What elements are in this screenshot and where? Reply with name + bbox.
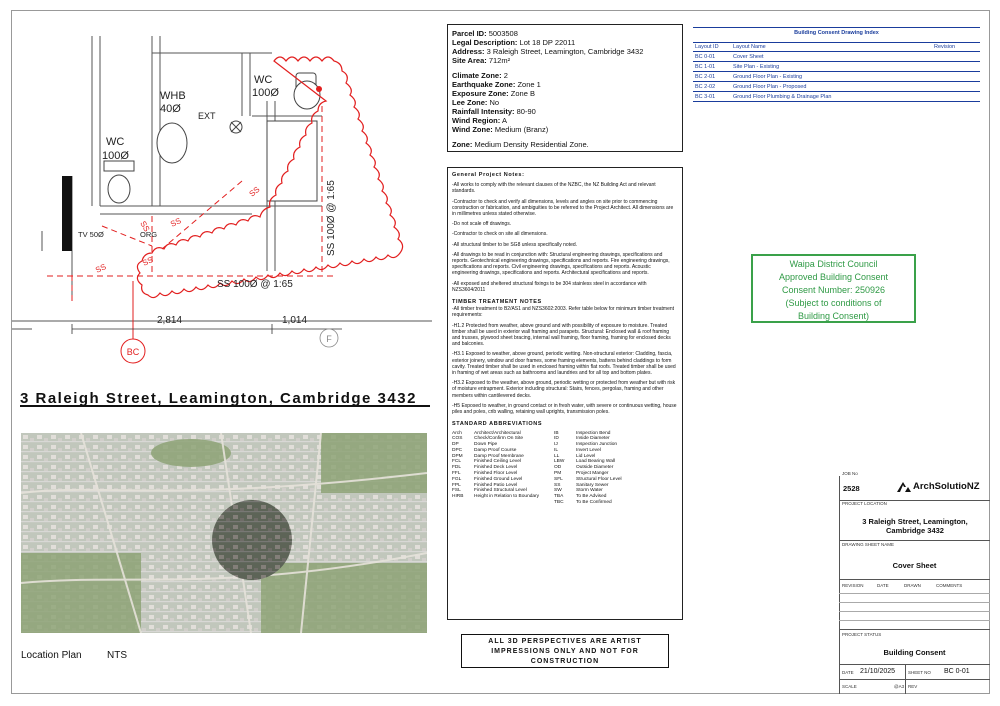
abbr-cell: Sanitary Sewer xyxy=(576,482,609,488)
abbr-cell: FCL xyxy=(452,459,462,465)
drawing-index-title: Building Consent Drawing Index xyxy=(693,27,980,42)
timber-note: -H1.2 Protected from weather, above ground and with possibility of exposure to moisture. Treated timber shall be used in exterior wall framing and parapets. Structural: Enclosed wall & roof framing and trusses, plywood sheet bracing, internal wall framing, floor framing, framing for enclosed decks and balconies. xyxy=(452,322,671,348)
abbr-cell: DPM xyxy=(452,453,463,459)
rainfall-intensity: 80-90 xyxy=(516,107,536,116)
abbr-cell: Arch xyxy=(452,430,462,436)
abbr-cell: Lid Level xyxy=(576,453,596,459)
abbr-cell: DPC xyxy=(452,447,463,453)
abbr-cell: TBC xyxy=(554,500,564,506)
timber-heading: TIMBER TREATMENT NOTES xyxy=(452,299,542,306)
abbr-cell: To Be Advised xyxy=(576,494,607,500)
room-wc-2-label: WC xyxy=(254,74,273,86)
abbr-cell: LBW xyxy=(554,459,565,465)
note-item: -Contractor to check on site all dimensions. xyxy=(452,231,548,238)
dimension-1: 2,814 xyxy=(157,315,183,326)
abbr-cell: Inspection Bend xyxy=(576,430,611,436)
location-aerial-map xyxy=(21,433,427,633)
climate-zone: 2 xyxy=(503,71,508,80)
abbr-cell: SW xyxy=(554,488,562,494)
timber-note: -H3.2 Exposed to the weather, above ground, periodic wetting or protected from weather but with risk of moisture entrapment. Exterior including structural: Stairs, fences, pergolas, framing and other members within cantilevered decks. xyxy=(452,380,676,399)
abbr-cell: IL xyxy=(554,447,559,453)
parcel-id: 5003508 xyxy=(488,29,518,38)
consent-stamp: Waipa District Council Approved Building Consent Consent Number: 250926 (Subject to conditions of Building Consent) xyxy=(751,254,916,323)
logo-icon xyxy=(897,482,911,492)
location-plan-label: Location Plan xyxy=(21,650,82,661)
abbr-cell: Storm Water xyxy=(576,488,603,494)
abbr-cell: OD xyxy=(554,465,562,471)
job-number: 2528 xyxy=(843,484,860,493)
abbr-cell xyxy=(452,500,470,506)
general-notes-box xyxy=(447,167,683,620)
abbr-cell: TBA xyxy=(554,494,564,500)
abbr-cell: SFL xyxy=(554,476,563,482)
company-logo xyxy=(897,481,980,492)
table-row: BC 1-01 Site Plan - Existing xyxy=(693,62,980,72)
planning-zone: Medium Density Residential Zone. xyxy=(474,140,589,149)
abbr-cell: IB xyxy=(554,430,559,436)
ss-tag-2: SS xyxy=(169,216,183,229)
ss-vertical-label: SS 100Ø @ 1:65 xyxy=(326,180,337,256)
ss-tag-3: SS xyxy=(247,184,262,199)
abbr-cell: LL xyxy=(554,453,560,459)
abbr-cell: FSL xyxy=(452,488,461,494)
table-row: BC 2-02 Ground Floor Plan - Proposed xyxy=(693,82,980,92)
abbr-cell: COS xyxy=(452,436,463,442)
title-block: JOB No 2528 ArchSolutioNZ PROJECT LOCATION 3 Raleigh Street, Leamington, Cambridge 3432 DRAWING SHEET NAME Cover Sheet REVISION DATE DRAWN COMMENTS PROJECT STATUS Building Consent DATE 21/10/2025 SHEET NO BC 0-01 SCALE @A3 REV xyxy=(839,476,990,694)
abbr-cell: Invert Level xyxy=(576,447,601,453)
earthquake-zone: Zone 1 xyxy=(517,80,541,89)
abbr-cell: SS xyxy=(554,482,561,488)
org-label: ORG xyxy=(140,230,158,239)
abbr-cell: Architect/Architectural xyxy=(474,430,521,436)
marker-f-label: F xyxy=(326,334,332,344)
site-area: 712m² xyxy=(488,56,511,65)
title-underline xyxy=(20,405,430,407)
abbr-cell: Structural Floor Level xyxy=(576,476,622,482)
wall-section-fill xyxy=(62,176,72,251)
abbr-cell: Finished Structural Level xyxy=(474,488,527,494)
toilet-fixture-2 xyxy=(294,81,320,109)
sheet-number: BC 0-01 xyxy=(944,668,970,675)
col-layout-id: Layout ID xyxy=(693,43,731,52)
abbr-cell: PM xyxy=(554,471,562,477)
table-row: BC 0-01 Cover Sheet xyxy=(693,52,980,62)
ss-horizontal-label: SS 100Ø @ 1:65 xyxy=(217,279,293,290)
abbr-cell: To Be Confirmed xyxy=(576,500,612,506)
abbr-cell: Down Pipe xyxy=(474,442,498,448)
abbr-cell: DP xyxy=(452,442,459,448)
abbr-cell: Project Manger xyxy=(576,471,609,477)
abbreviations-heading: STANDARD ABBREVIATIONS xyxy=(452,421,543,428)
abbr-cell: FPL xyxy=(452,482,461,488)
abbr-cell: Outside Diameter xyxy=(576,465,614,471)
note-item: -Contractor to check and verify all dimensions, levels and angles on site prior to commencing construction or fabrication, and ambiguities to be referred to the Project Architect. All dimensions are in millimetres unless stated otherwise. xyxy=(452,198,674,218)
note-item: -All works to comply with the relevant clauses of the NZBC, the NZ Building Act and relevant standards. xyxy=(452,182,656,195)
company-name: ArchSolutioNZ xyxy=(913,481,980,492)
abbr-cell: Check/Confirm On Site xyxy=(474,436,524,442)
scale-value: @A3 xyxy=(894,684,905,689)
timber-note: -H3.1 Exposed to weather, above ground, periodic wetting. Non-structural exterior: Cladding, fascia, exterior joinery, window and door frames, some framing elements, battens behind claddings to form cavity. Treated timber shall be used in enclosed framing within flat roofs. Treated timber shall be used in framing of wet areas such as bathrooms and laundries and for all top and bottom plates. xyxy=(452,351,676,377)
abbr-cell: Damp Proof Membrane xyxy=(474,453,524,459)
table-row: BC 2-01 Ground Floor Plan - Existing xyxy=(693,72,980,82)
ss-tag-4: SS xyxy=(94,262,108,275)
abbr-cell: Finished Floor Level xyxy=(474,471,518,477)
date-value: 21/10/2025 xyxy=(860,668,896,675)
abbr-cell: HIRB xyxy=(452,494,464,500)
col-revision: Revision xyxy=(932,43,980,52)
exposure-zone: Zone B xyxy=(510,89,535,98)
abbr-cell: FFL xyxy=(452,471,461,477)
basin-fixture xyxy=(157,123,187,163)
room-wc-2-size: 100Ø xyxy=(252,87,279,99)
abbr-cell: Finished Deck Level xyxy=(474,465,518,471)
parcel-address: 3 Raleigh Street, Leamington, Cambridge 3432 xyxy=(486,47,644,56)
drawing-index xyxy=(693,27,980,102)
abbr-cell: Inspection Junction xyxy=(576,442,618,448)
note-item: -All exposed and sheltered structural fixings to be 304 stainless steel in accordance with NZS3604/2011 xyxy=(452,280,647,293)
room-wc-1-size: 100Ø xyxy=(102,150,129,162)
wind-zone: Medium (Branz) xyxy=(494,125,549,134)
note-item: -All structural timber to be SG8 unless specifically noted. xyxy=(452,241,578,248)
abbr-cell: FGL xyxy=(452,476,462,482)
note-item: -Do not scale off drawings. xyxy=(452,221,512,228)
parcel-info-box: Parcel ID: 5003508 Legal Description: Lot 18 DP 22011 Address: 3 Raleigh Street, Leamington, Cambridge 3432 Site Area: 712m² Climate Zone: 2 Earthquake Zone: Zone 1 Exposure Zone: Zone B Lee Zone: No Rainfall Intensity: 80-90 Wind Region: A Wind Zone: Medium (Branz) Zone: Medium Density Residential Zone. xyxy=(447,24,683,152)
timber-note: -All timber treatment to B2/AS1 and NZS3602:2003. Refer table below for minimum timber treatment requirements: xyxy=(452,306,675,319)
tv-label: TV 50Ø xyxy=(78,230,104,239)
toilet-fixture-1 xyxy=(108,175,130,203)
notes-heading: General Project Notes: xyxy=(452,172,525,178)
room-wc-1-label: WC xyxy=(106,136,125,148)
timber-note: -H5 Exposed to weather, in ground contact or in fresh water, with severe or continuous wetting, house piles and poles, crib walling, retaining wall uprights, transmission poles. xyxy=(452,402,677,416)
note-item: -All drawings to be read in conjunction with: Structural engineering drawings, specifications and reports. Geotechnical engineering drawings, specifications and reports. Fire engineering drawings, specifications and reports. Civil engineering drawings, specifications and reports. Acoustic engineering drawings, specifications and reports. Architectural specifications and reports. xyxy=(452,251,670,277)
abbr-cell: Load Bearing Wall xyxy=(576,459,616,465)
plumbing-plan xyxy=(12,11,432,371)
marker-bc-label: BC xyxy=(126,347,140,357)
dimension-2: 1,014 xyxy=(282,315,308,326)
room-whb-size: 40Ø xyxy=(160,103,181,115)
consent-number: Consent Number: 250926 xyxy=(781,285,886,295)
abbr-cell: Finished Patio Level xyxy=(474,482,518,488)
abbr-cell: Finished Ground Level xyxy=(474,476,523,482)
abbr-cell: Inside Diameter xyxy=(576,436,610,442)
project-location: 3 Raleigh Street, Leamington, Cambridge 3432 xyxy=(862,517,968,535)
lee-zone: No xyxy=(489,98,500,107)
project-address-title: 3 Raleigh Street, Leamington, Cambridge 3432 xyxy=(20,390,417,407)
room-whb-label: WHB xyxy=(160,90,186,102)
abbreviations-table xyxy=(452,431,678,506)
ss-tag-1: SS xyxy=(138,219,152,234)
wind-region: A xyxy=(501,116,507,125)
sheet-name: Cover Sheet xyxy=(892,561,937,570)
location-plan-scale: NTS xyxy=(107,650,127,661)
abbr-cell: FDL xyxy=(452,465,462,471)
abbr-cell: IJ xyxy=(554,442,558,448)
legal-description: Lot 18 DP 22011 xyxy=(519,38,576,47)
ext-label: EXT xyxy=(198,111,216,121)
ss-tag-5: SS xyxy=(141,255,155,268)
abbr-cell: Height in Relation to Boundary xyxy=(474,494,540,500)
col-layout-name: Layout Name xyxy=(731,43,932,52)
abbr-cell: Finished Ceiling Level xyxy=(474,459,521,465)
project-status: Building Consent xyxy=(883,648,946,657)
abbr-cell xyxy=(474,500,550,506)
perspectives-note: ALL 3D PERSPECTIVES ARE ARTIST IMPRESSIONS ONLY AND NOT FOR CONSTRUCTION xyxy=(461,634,669,668)
abbr-cell: ID xyxy=(554,436,559,442)
abbr-cell: Damp Proof Course xyxy=(474,447,517,453)
table-row: BC 3-01 Ground Floor Plumbing & Drainage Plan xyxy=(693,92,980,102)
